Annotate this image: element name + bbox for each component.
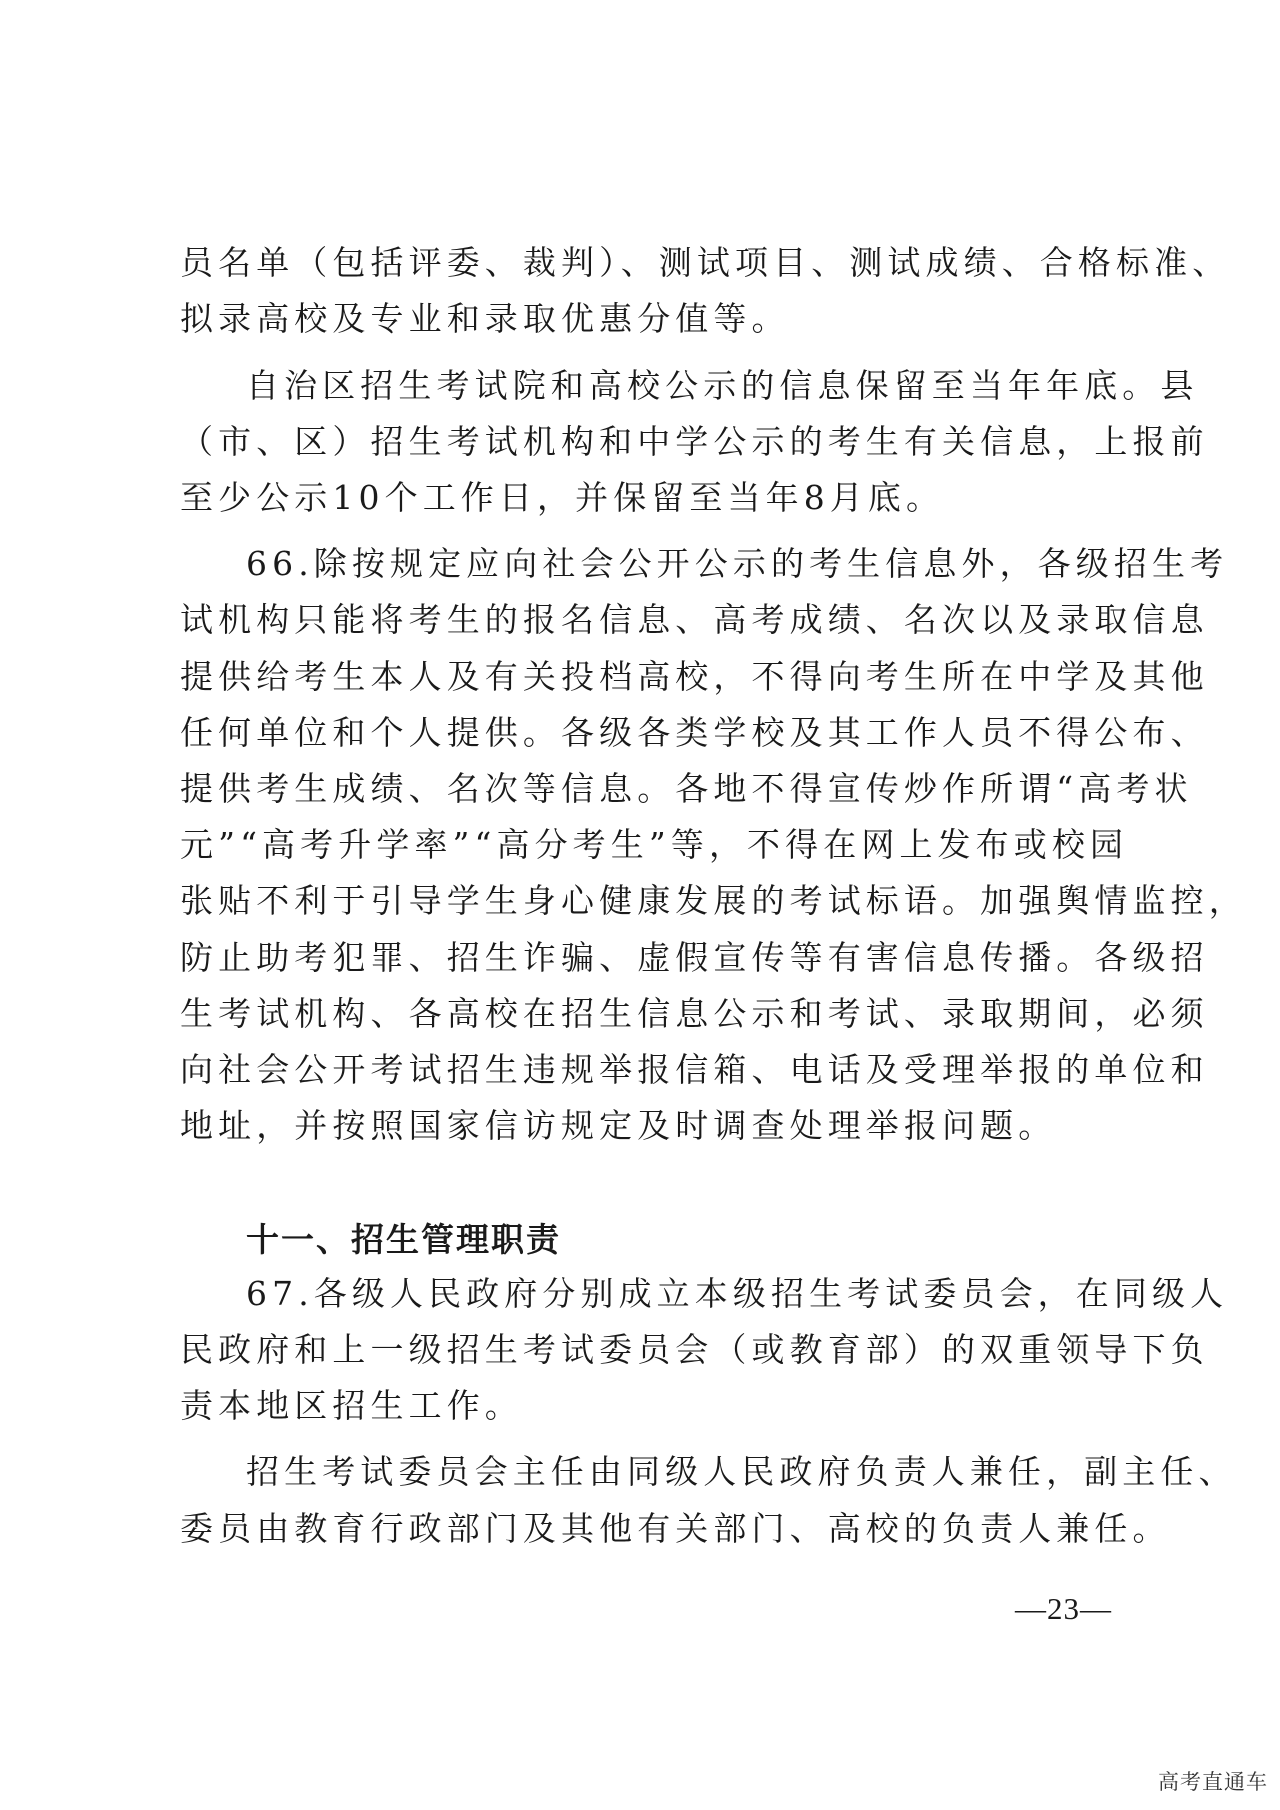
text-line: 元”“高考升学率”“高分考生”等，不得在网上发布或校园 <box>180 825 1129 864</box>
paragraph-start-line: 66.除按规定应向社会公开公示的考生信息外，各级招生考 <box>246 544 1229 583</box>
text-line: 地址，并按照国家信访规定及时调查处理举报问题。 <box>180 1106 1057 1145</box>
watermark-logo-text: 高考直通车 <box>1158 1770 1268 1794</box>
paragraph-start-line: 自治区招生考试院和高校公示的信息保留至当年年底。县 <box>246 366 1199 405</box>
text-line: 提供考生成绩、名次等信息。各地不得宣传炒作所谓“高考状 <box>180 769 1193 808</box>
text-line: 张贴不利于引导学生身心健康发展的考试标语。加强舆情监控， <box>180 881 1247 920</box>
paragraph-start-line: 招生考试委员会主任由同级人民政府负责人兼任，副主任、 <box>246 1452 1237 1491</box>
text-line: 委员由教育行政部门及其他有关部门、高校的负责人兼任。 <box>180 1509 1171 1548</box>
page-number: —23— <box>1015 1591 1112 1626</box>
paragraph-start-line: 67.各级人民政府分别成立本级招生考试委员会，在同级人 <box>246 1274 1229 1313</box>
text-line: 责本地区招生工作。 <box>180 1386 523 1425</box>
section-heading: 十一、招生管理职责 <box>246 1220 561 1259</box>
text-line: 向社会公开考试招生违规举报信箱、电话及受理举报的单位和 <box>180 1050 1209 1089</box>
text-line: 民政府和上一级招生考试委员会（或教育部）的双重领导下负 <box>180 1330 1209 1369</box>
text-line: 任何单位和个人提供。各级各类学校及其工作人员不得公布、 <box>180 713 1209 752</box>
text-line: 生考试机构、各高校在招生信息公示和考试、录取期间，必须 <box>180 994 1209 1033</box>
text-line: 拟录高校及专业和录取优惠分值等。 <box>180 299 790 338</box>
text-line: 员名单（包括评委、裁判）、测试项目、测试成绩、合格标准、 <box>180 243 1231 282</box>
text-line: （市、区）招生考试机构和中学公示的考生有关信息，上报前 <box>180 422 1209 461</box>
text-line: 至少公示10个工作日，并保留至当年8月底。 <box>180 478 945 517</box>
text-line: 提供给考生本人及有关投档高校，不得向考生所在中学及其他 <box>180 657 1209 696</box>
text-line: 防止助考犯罪、招生诈骗、虚假宣传等有害信息传播。各级招 <box>180 938 1209 977</box>
text-line: 试机构只能将考生的报名信息、高考成绩、名次以及录取信息 <box>180 600 1209 639</box>
